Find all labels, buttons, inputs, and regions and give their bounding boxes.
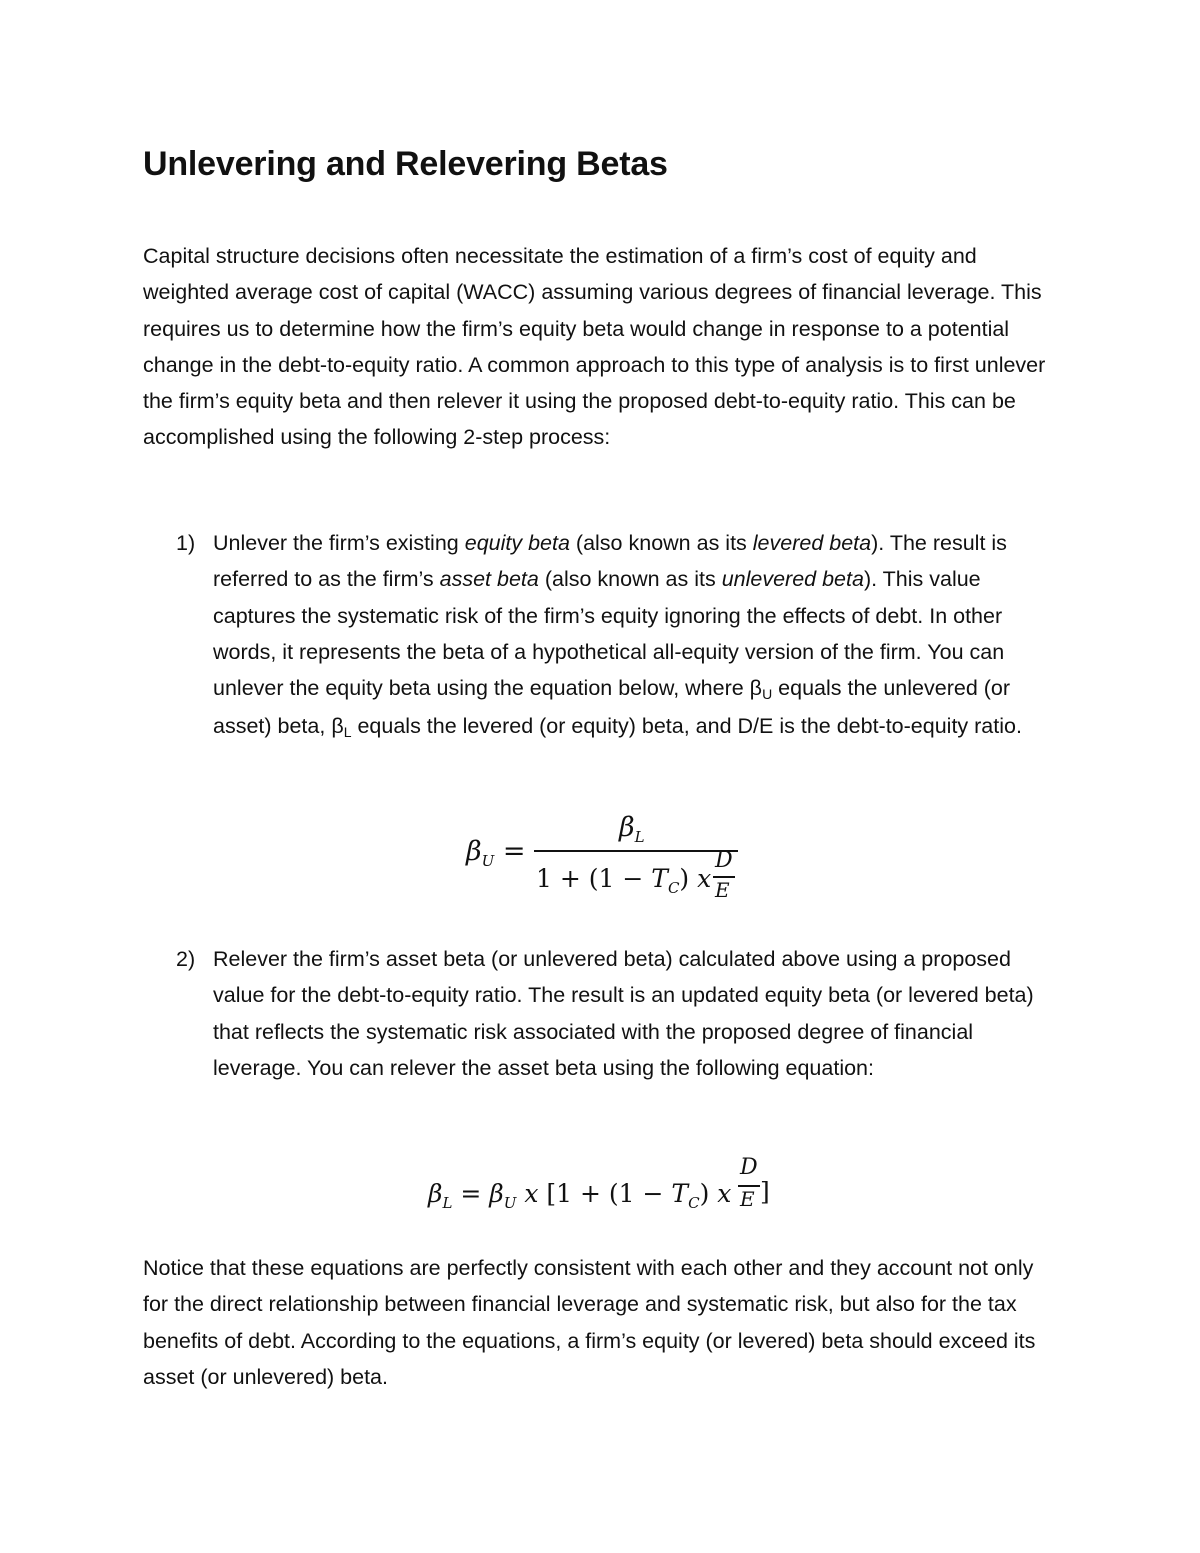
step-1-text-part: equals the unlevered (or asset) beta, β <box>213 676 1011 739</box>
subscript: L <box>634 828 645 846</box>
denominator-text: 1 + (1 − <box>536 864 652 893</box>
step-1-italic-term: levered beta <box>752 531 872 555</box>
equals-sign: = <box>460 1179 482 1208</box>
step-2-text: Relever the firm’s asset beta (or unlevered beta) calculated above using a proposed value for the debt-to-equity ratio. The result is an updated equity beta (or levered beta) that reflects the systematic risk associated with the proposed degree of financial leverage. You can relever the asset beta using the following equation: <box>213 947 1034 1080</box>
times-x: x <box>524 1179 539 1208</box>
step-1-italic-term: unlevered beta <box>721 567 864 592</box>
intro-paragraph: Capital structure decisions often necessitate the estimation of a firm’s cost of equity and weighted average cost of capital (WACC) assuming various degrees of financial leverage. This requires us to determine how the firm’s equity beta would change in response to a potential change in the debt-to-equity ratio. A common approach to this type of analysis is to first unlever the firm’s equity beta and then relever it using the proposed debt-to-equity ratio. This can be accomplished using the following 2-step process: <box>143 244 1046 450</box>
debt-symbol: D <box>715 848 733 873</box>
step-2 <box>176 941 1061 1086</box>
step-1-text-part: (also known as its <box>569 531 753 555</box>
document-title: Unlevering and Relevering Betas <box>143 145 668 183</box>
beta-subscript: U <box>762 686 773 703</box>
times-x: x <box>697 864 712 893</box>
tax-symbol: T <box>671 1179 689 1208</box>
step-1-text-part: ). The result is referred to as the firm’s <box>213 531 1007 592</box>
subscript: U <box>503 1194 517 1212</box>
debt-symbol: D <box>740 1155 758 1180</box>
denominator-text: ) <box>679 864 698 893</box>
closing-bracket: ] <box>760 1177 770 1206</box>
step-2-number: 2) <box>176 947 196 971</box>
beta-symbol: β <box>489 1179 504 1208</box>
bracket-text: ) <box>699 1179 718 1208</box>
beta-symbol: β <box>619 812 635 843</box>
beta-symbol: β <box>428 1179 443 1208</box>
subscript: L <box>442 1194 453 1212</box>
step-1-text <box>213 525 1061 747</box>
step-1-text-part: (also known as its <box>538 567 722 592</box>
eq1-lhs <box>466 836 526 870</box>
times-x: x <box>717 1179 732 1208</box>
beta-subscript: L <box>343 724 352 741</box>
tax-symbol: T <box>651 864 668 893</box>
unlever-equation <box>466 812 756 907</box>
eq1-fraction-bar <box>534 850 738 852</box>
conclusion-paragraph: Notice that these equations are perfectly consistent with each other and they account not only for the direct relationship between financial leverage and systematic risk, but also for the tax benefits of debt. According to the equations, a firm’s equity (or levered) beta should exceed its asset (or unlevered) beta. <box>143 1256 1036 1389</box>
equals-sign: = <box>502 836 526 867</box>
eq1-numerator <box>619 812 645 846</box>
equity-symbol: E <box>715 878 730 902</box>
step-1-text-part: ). This value captures the systematic risk of the firm’s equity ignoring the effects of debt. In other words, it represents the beta of a hypothetical all-equity version of the firm. You can unlever the equity beta using the equation below, where β <box>213 567 1005 701</box>
bracket-text: [1 + (1 − <box>546 1179 672 1208</box>
step-1-italic-term: asset beta <box>439 567 539 592</box>
step-1-text-part: equals the levered (or equity) beta, and D/E is the debt-to-equity ratio. <box>351 714 1022 739</box>
eq1-denominator <box>536 864 712 897</box>
step-1 <box>176 525 1061 747</box>
step-1-italic-term: equity beta <box>464 531 570 555</box>
step-1-number: 1) <box>176 531 196 555</box>
eq2-expression <box>428 1179 732 1212</box>
equity-symbol: E <box>740 1187 755 1211</box>
subscript: C <box>667 879 680 897</box>
subscript: U <box>481 852 495 870</box>
subscript: C <box>688 1194 700 1212</box>
beta-symbol: β <box>466 836 482 867</box>
relever-equation <box>428 1155 788 1225</box>
step-1-text-part: Unlever the firm’s existing <box>213 531 465 555</box>
